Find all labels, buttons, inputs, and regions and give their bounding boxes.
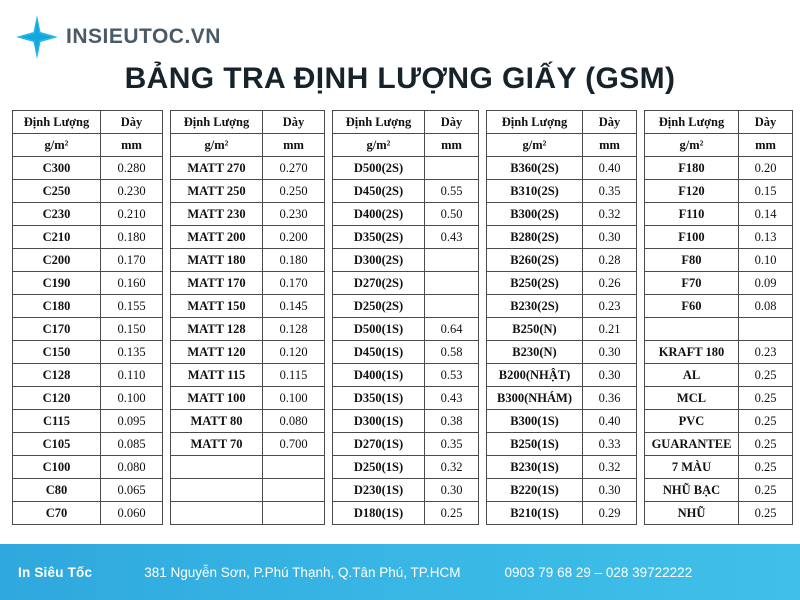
gsm-table <box>12 110 793 525</box>
paper-type-cell: B230(1S) <box>487 456 583 479</box>
thickness-cell: 0.230 <box>101 180 163 203</box>
paper-type-cell: D250(1S) <box>333 456 425 479</box>
thickness-cell: 0.32 <box>425 456 479 479</box>
column-gap <box>325 249 333 272</box>
column-gap <box>637 157 645 180</box>
paper-type-cell: D270(1S) <box>333 433 425 456</box>
column-gap <box>637 479 645 502</box>
thickness-cell: 0.30 <box>583 364 637 387</box>
thickness-cell: 0.270 <box>263 157 325 180</box>
thickness-cell: 0.40 <box>583 157 637 180</box>
column-gap <box>163 456 171 479</box>
page-title: BẢNG TRA ĐỊNH LƯỢNG GIẤY (GSM) <box>124 62 676 95</box>
thickness-cell: 0.230 <box>263 203 325 226</box>
column-gap <box>637 410 645 433</box>
paper-type-cell: MATT 115 <box>171 364 263 387</box>
table-header-row-1 <box>13 111 793 134</box>
column-gap <box>479 226 487 249</box>
thickness-cell: 0.120 <box>263 341 325 364</box>
thickness-cell: 0.26 <box>583 272 637 295</box>
column-gap <box>479 180 487 203</box>
paper-type-cell: B310(2S) <box>487 180 583 203</box>
unit-header: mm <box>583 134 637 157</box>
column-gap <box>637 226 645 249</box>
column-gap <box>479 502 487 525</box>
column-gap <box>637 134 645 157</box>
paper-type-cell: D450(1S) <box>333 341 425 364</box>
thickness-cell: 0.110 <box>101 364 163 387</box>
paper-type-cell: MATT 150 <box>171 295 263 318</box>
thickness-cell: 0.09 <box>739 272 793 295</box>
thickness-cell: 0.210 <box>101 203 163 226</box>
thickness-cell: 0.085 <box>101 433 163 456</box>
col-header: Định Lượng <box>171 111 263 134</box>
column-gap <box>325 134 333 157</box>
thickness-cell: 0.36 <box>583 387 637 410</box>
paper-type-cell: B250(N) <box>487 318 583 341</box>
column-gap <box>163 111 171 134</box>
thickness-cell: 0.100 <box>263 387 325 410</box>
column-gap <box>163 272 171 295</box>
paper-type-cell: 7 MÀU <box>645 456 739 479</box>
column-gap <box>479 387 487 410</box>
table-row <box>13 249 793 272</box>
column-gap <box>479 318 487 341</box>
column-gap <box>163 410 171 433</box>
paper-type-cell: NHŨ BẠC <box>645 479 739 502</box>
thickness-cell: 0.250 <box>263 180 325 203</box>
table-row <box>13 203 793 226</box>
column-gap <box>325 157 333 180</box>
column-gap <box>479 157 487 180</box>
thickness-cell: 0.30 <box>583 341 637 364</box>
column-gap <box>479 134 487 157</box>
table-row <box>13 456 793 479</box>
unit-header: g/m² <box>645 134 739 157</box>
column-gap <box>637 364 645 387</box>
thickness-cell <box>425 249 479 272</box>
paper-type-cell: F120 <box>645 180 739 203</box>
column-gap <box>325 364 333 387</box>
thickness-cell <box>263 479 325 502</box>
footer-bar <box>0 544 800 600</box>
thickness-cell: 0.115 <box>263 364 325 387</box>
thickness-cell: 0.200 <box>263 226 325 249</box>
column-gap <box>325 410 333 433</box>
thickness-cell: 0.25 <box>739 387 793 410</box>
column-gap <box>163 479 171 502</box>
column-gap <box>325 111 333 134</box>
column-gap <box>637 387 645 410</box>
paper-type-cell: D350(1S) <box>333 387 425 410</box>
table-row <box>13 295 793 318</box>
thickness-cell: 0.28 <box>583 249 637 272</box>
thickness-cell: 0.155 <box>101 295 163 318</box>
paper-type-cell: C300 <box>13 157 101 180</box>
paper-type-cell: C250 <box>13 180 101 203</box>
paper-type-cell: C120 <box>13 387 101 410</box>
paper-type-cell: C210 <box>13 226 101 249</box>
column-gap <box>479 479 487 502</box>
unit-header: g/m² <box>487 134 583 157</box>
col-header: Dày <box>583 111 637 134</box>
paper-type-cell: D400(2S) <box>333 203 425 226</box>
col-header: Dày <box>101 111 163 134</box>
paper-type-cell: F60 <box>645 295 739 318</box>
column-gap <box>325 226 333 249</box>
thickness-cell: 0.135 <box>101 341 163 364</box>
paper-type-cell: F80 <box>645 249 739 272</box>
thickness-cell: 0.23 <box>583 295 637 318</box>
thickness-cell: 0.25 <box>739 479 793 502</box>
unit-header: mm <box>101 134 163 157</box>
thickness-cell: 0.170 <box>101 249 163 272</box>
column-gap <box>325 203 333 226</box>
column-gap <box>325 272 333 295</box>
column-gap <box>637 295 645 318</box>
paper-type-cell: D300(2S) <box>333 249 425 272</box>
thickness-cell: 0.35 <box>425 433 479 456</box>
thickness-cell: 0.080 <box>101 456 163 479</box>
gsm-table-wrapper <box>12 110 788 525</box>
paper-type-cell: C170 <box>13 318 101 341</box>
paper-type-cell: D300(1S) <box>333 410 425 433</box>
thickness-cell: 0.25 <box>739 456 793 479</box>
column-gap <box>479 341 487 364</box>
column-gap <box>163 502 171 525</box>
column-gap <box>479 272 487 295</box>
thickness-cell: 0.53 <box>425 364 479 387</box>
column-gap <box>163 249 171 272</box>
table-row <box>13 157 793 180</box>
paper-type-cell <box>171 502 263 525</box>
thickness-cell: 0.13 <box>739 226 793 249</box>
column-gap <box>163 226 171 249</box>
table-row <box>13 272 793 295</box>
table-row <box>13 433 793 456</box>
paper-type-cell <box>171 479 263 502</box>
thickness-cell: 0.20 <box>739 157 793 180</box>
paper-type-cell: KRAFT 180 <box>645 341 739 364</box>
thickness-cell: 0.55 <box>425 180 479 203</box>
paper-type-cell: D450(2S) <box>333 180 425 203</box>
thickness-cell: 0.100 <box>101 387 163 410</box>
column-gap <box>637 203 645 226</box>
paper-type-cell: D180(1S) <box>333 502 425 525</box>
paper-type-cell: B300(2S) <box>487 203 583 226</box>
paper-type-cell: F70 <box>645 272 739 295</box>
thickness-cell: 0.180 <box>101 226 163 249</box>
column-gap <box>163 134 171 157</box>
thickness-cell <box>425 295 479 318</box>
column-gap <box>325 180 333 203</box>
thickness-cell: 0.21 <box>583 318 637 341</box>
column-gap <box>325 295 333 318</box>
paper-type-cell: B250(2S) <box>487 272 583 295</box>
paper-type-cell: MATT 270 <box>171 157 263 180</box>
thickness-cell: 0.30 <box>583 479 637 502</box>
paper-type-cell: PVC <box>645 410 739 433</box>
paper-type-cell: F110 <box>645 203 739 226</box>
logo-text: INSIEUTOC.VN <box>66 25 221 48</box>
thickness-cell: 0.15 <box>739 180 793 203</box>
thickness-cell: 0.23 <box>739 341 793 364</box>
thickness-cell: 0.40 <box>583 410 637 433</box>
unit-header: g/m² <box>171 134 263 157</box>
thickness-cell: 0.43 <box>425 387 479 410</box>
column-gap <box>325 502 333 525</box>
column-gap <box>163 157 171 180</box>
thickness-cell: 0.64 <box>425 318 479 341</box>
paper-type-cell: C105 <box>13 433 101 456</box>
paper-type-cell: C190 <box>13 272 101 295</box>
column-gap <box>163 433 171 456</box>
paper-type-cell: MATT 120 <box>171 341 263 364</box>
table-row <box>13 180 793 203</box>
column-gap <box>325 479 333 502</box>
thickness-cell: 0.35 <box>583 180 637 203</box>
unit-header: g/m² <box>333 134 425 157</box>
thickness-cell: 0.30 <box>425 479 479 502</box>
thickness-cell: 0.50 <box>425 203 479 226</box>
column-gap <box>637 318 645 341</box>
paper-type-cell <box>645 318 739 341</box>
paper-type-cell: C115 <box>13 410 101 433</box>
column-gap <box>163 341 171 364</box>
column-gap <box>325 318 333 341</box>
thickness-cell: 0.150 <box>101 318 163 341</box>
column-gap <box>325 341 333 364</box>
paper-type-cell: GUARANTEE <box>645 433 739 456</box>
thickness-cell: 0.14 <box>739 203 793 226</box>
thickness-cell: 0.43 <box>425 226 479 249</box>
paper-type-cell: D270(2S) <box>333 272 425 295</box>
column-gap <box>637 111 645 134</box>
unit-header: mm <box>739 134 793 157</box>
paper-type-cell: AL <box>645 364 739 387</box>
column-gap <box>479 433 487 456</box>
thickness-cell: 0.25 <box>739 433 793 456</box>
column-gap <box>637 456 645 479</box>
thickness-cell <box>425 272 479 295</box>
paper-type-cell: MATT 100 <box>171 387 263 410</box>
column-gap <box>637 272 645 295</box>
paper-type-cell: D400(1S) <box>333 364 425 387</box>
thickness-cell <box>739 318 793 341</box>
thickness-cell <box>263 502 325 525</box>
paper-type-cell: B260(2S) <box>487 249 583 272</box>
table-row <box>13 410 793 433</box>
paper-type-cell: B210(1S) <box>487 502 583 525</box>
thickness-cell: 0.25 <box>739 502 793 525</box>
thickness-cell: 0.180 <box>263 249 325 272</box>
col-header: Định Lượng <box>645 111 739 134</box>
paper-type-cell: B360(2S) <box>487 157 583 180</box>
paper-type-cell: MATT 180 <box>171 249 263 272</box>
column-gap <box>163 203 171 226</box>
table-row <box>13 318 793 341</box>
paper-type-cell: MATT 200 <box>171 226 263 249</box>
paper-type-cell: D500(2S) <box>333 157 425 180</box>
col-header: Dày <box>425 111 479 134</box>
thickness-cell: 0.700 <box>263 433 325 456</box>
column-gap <box>479 249 487 272</box>
paper-type-cell: MATT 230 <box>171 203 263 226</box>
thickness-cell: 0.30 <box>583 226 637 249</box>
thickness-cell: 0.095 <box>101 410 163 433</box>
unit-header: mm <box>263 134 325 157</box>
thickness-cell: 0.065 <box>101 479 163 502</box>
paper-type-cell: B200(NHẬT) <box>487 364 583 387</box>
paper-type-cell: F180 <box>645 157 739 180</box>
paper-type-cell: D250(2S) <box>333 295 425 318</box>
paper-type-cell: MATT 128 <box>171 318 263 341</box>
paper-type-cell: B230(2S) <box>487 295 583 318</box>
thickness-cell: 0.280 <box>101 157 163 180</box>
thickness-cell: 0.25 <box>739 364 793 387</box>
logo <box>14 14 221 60</box>
paper-type-cell: C128 <box>13 364 101 387</box>
col-header: Định Lượng <box>13 111 101 134</box>
thickness-cell: 0.25 <box>425 502 479 525</box>
paper-type-cell: D500(1S) <box>333 318 425 341</box>
column-gap <box>479 295 487 318</box>
col-header: Định Lượng <box>487 111 583 134</box>
thickness-cell: 0.060 <box>101 502 163 525</box>
footer-address: 381 Nguyễn Sơn, P.Phú Thạnh, Q.Tân Phú, TP.HCM <box>144 564 461 580</box>
table-header-row-2 <box>13 134 793 157</box>
paper-type-cell: B250(1S) <box>487 433 583 456</box>
column-gap <box>325 456 333 479</box>
paper-type-cell: B230(N) <box>487 341 583 364</box>
paper-type-cell: C230 <box>13 203 101 226</box>
thickness-cell: 0.145 <box>263 295 325 318</box>
table-row <box>13 341 793 364</box>
thickness-cell: 0.32 <box>583 456 637 479</box>
col-header: Dày <box>739 111 793 134</box>
unit-header: mm <box>425 134 479 157</box>
table-row <box>13 479 793 502</box>
thickness-cell: 0.080 <box>263 410 325 433</box>
paper-type-cell: B220(1S) <box>487 479 583 502</box>
thickness-cell <box>425 157 479 180</box>
column-gap <box>637 249 645 272</box>
footer-phone[interactable]: 0903 79 68 29 – 028 39722222 <box>504 564 693 580</box>
paper-type-cell: D350(2S) <box>333 226 425 249</box>
thickness-cell: 0.58 <box>425 341 479 364</box>
table-row <box>13 502 793 525</box>
paper-type-cell: B300(1S) <box>487 410 583 433</box>
column-gap <box>163 387 171 410</box>
column-gap <box>637 180 645 203</box>
paper-type-cell: MATT 80 <box>171 410 263 433</box>
thickness-cell: 0.29 <box>583 502 637 525</box>
column-gap <box>479 456 487 479</box>
thickness-cell: 0.38 <box>425 410 479 433</box>
paper-type-cell <box>171 456 263 479</box>
column-gap <box>479 410 487 433</box>
paper-type-cell: B280(2S) <box>487 226 583 249</box>
thickness-cell <box>263 456 325 479</box>
paper-type-cell: D230(1S) <box>333 479 425 502</box>
table-row <box>13 226 793 249</box>
column-gap <box>637 502 645 525</box>
column-gap <box>325 433 333 456</box>
paper-type-cell: NHŨ <box>645 502 739 525</box>
col-header: Dày <box>263 111 325 134</box>
paper-type-cell: MATT 250 <box>171 180 263 203</box>
star-burst-icon <box>14 14 60 60</box>
thickness-cell: 0.08 <box>739 295 793 318</box>
thickness-cell: 0.25 <box>739 410 793 433</box>
thickness-cell: 0.170 <box>263 272 325 295</box>
column-gap <box>325 387 333 410</box>
col-header: Định Lượng <box>333 111 425 134</box>
column-gap <box>637 341 645 364</box>
thickness-cell: 0.160 <box>101 272 163 295</box>
paper-type-cell: C180 <box>13 295 101 318</box>
paper-type-cell: C80 <box>13 479 101 502</box>
paper-type-cell: B300(NHÁM) <box>487 387 583 410</box>
paper-type-cell: C150 <box>13 341 101 364</box>
footer-brand: In Siêu Tốc <box>18 564 93 580</box>
table-row <box>13 364 793 387</box>
column-gap <box>163 318 171 341</box>
paper-type-cell: MATT 170 <box>171 272 263 295</box>
paper-type-cell: F100 <box>645 226 739 249</box>
paper-type-cell: MCL <box>645 387 739 410</box>
thickness-cell: 0.10 <box>739 249 793 272</box>
column-gap <box>479 111 487 134</box>
column-gap <box>637 433 645 456</box>
table-body <box>13 157 793 525</box>
table-row <box>13 387 793 410</box>
paper-type-cell: C200 <box>13 249 101 272</box>
unit-header: g/m² <box>13 134 101 157</box>
column-gap <box>163 180 171 203</box>
paper-type-cell: MATT 70 <box>171 433 263 456</box>
thickness-cell: 0.128 <box>263 318 325 341</box>
column-gap <box>163 295 171 318</box>
column-gap <box>479 203 487 226</box>
thickness-cell: 0.32 <box>583 203 637 226</box>
paper-type-cell: C70 <box>13 502 101 525</box>
column-gap <box>163 364 171 387</box>
column-gap <box>479 364 487 387</box>
thickness-cell: 0.33 <box>583 433 637 456</box>
paper-type-cell: C100 <box>13 456 101 479</box>
